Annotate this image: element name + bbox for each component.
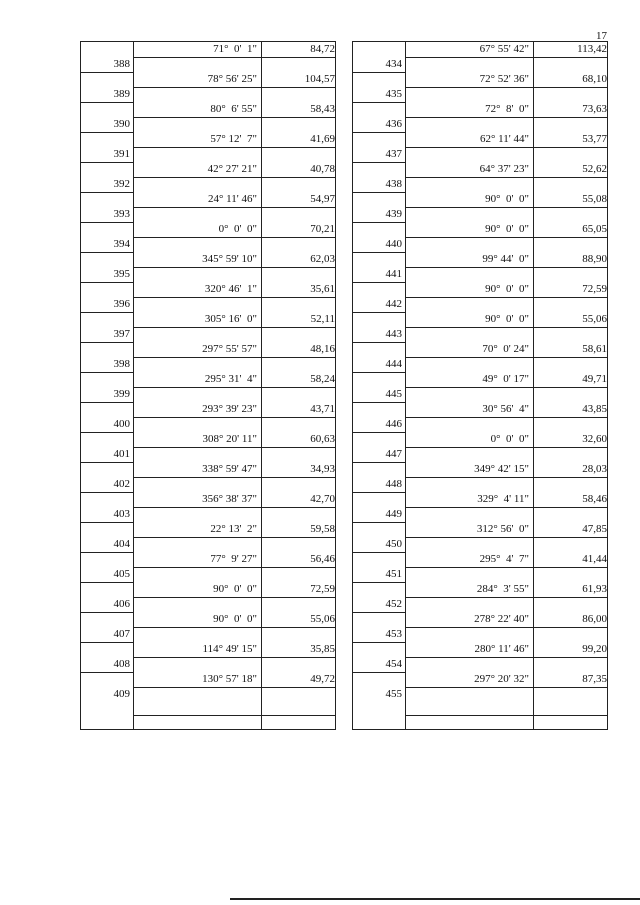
point-number: 439 <box>385 208 402 220</box>
row-divider <box>405 267 607 268</box>
row-divider <box>353 402 405 403</box>
direction-angle: 329° 4' 11" <box>477 493 529 505</box>
segment-length: 42,70 <box>310 493 335 505</box>
segment-length: 58,61 <box>582 343 607 355</box>
point-number: 406 <box>113 598 130 610</box>
point-number: 443 <box>385 328 402 340</box>
row-divider <box>405 627 607 628</box>
direction-angle: 0° 0' 0" <box>218 223 257 235</box>
segment-length: 35,85 <box>310 643 335 655</box>
direction-angle: 71° 0' 1" <box>213 43 257 55</box>
row-divider <box>405 297 607 298</box>
point-number: 394 <box>113 238 130 250</box>
row-divider <box>405 715 607 716</box>
point-number: 455 <box>385 688 402 700</box>
segment-length: 58,46 <box>582 493 607 505</box>
point-number: 388 <box>113 58 130 70</box>
segment-length: 62,03 <box>310 253 335 265</box>
segment-length: 41,69 <box>310 133 335 145</box>
point-number: 396 <box>113 298 130 310</box>
row-divider <box>405 447 607 448</box>
row-divider <box>353 252 405 253</box>
row-divider <box>81 522 133 523</box>
point-number: 453 <box>385 628 402 640</box>
row-divider <box>81 462 133 463</box>
segment-length: 47,85 <box>582 523 607 535</box>
direction-angle: 295° 4' 7" <box>479 553 529 565</box>
row-divider <box>133 267 335 268</box>
segment-length: 49,71 <box>582 373 607 385</box>
point-number: 449 <box>385 508 402 520</box>
row-divider <box>353 192 405 193</box>
direction-angle: 78° 56' 25" <box>207 73 257 85</box>
row-divider <box>353 72 405 73</box>
direction-angle: 90° 0' 0" <box>485 283 529 295</box>
direction-angle: 320° 46' 1" <box>204 283 257 295</box>
row-divider <box>405 387 607 388</box>
row-divider <box>353 522 405 523</box>
row-divider <box>81 612 133 613</box>
row-divider <box>81 672 133 673</box>
row-divider <box>353 102 405 103</box>
direction-angle: 90° 0' 0" <box>485 313 529 325</box>
segment-length: 41,44 <box>582 553 607 565</box>
coordinates-table-right <box>352 41 608 730</box>
row-divider <box>405 567 607 568</box>
row-divider <box>133 715 335 716</box>
point-number: 448 <box>385 478 402 490</box>
point-number: 447 <box>385 448 402 460</box>
segment-length: 70,21 <box>310 223 335 235</box>
direction-angle: 356° 38' 37" <box>202 493 257 505</box>
direction-angle: 345° 59' 10" <box>202 253 257 265</box>
segment-length: 104,57 <box>304 73 335 85</box>
row-divider <box>81 312 133 313</box>
segment-length: 52,62 <box>582 163 607 175</box>
direction-angle: 57° 12' 7" <box>210 133 257 145</box>
point-number: 398 <box>113 358 130 370</box>
row-divider <box>133 297 335 298</box>
coordinates-table-left <box>80 41 336 730</box>
direction-angle: 114° 49' 15" <box>202 643 257 655</box>
direction-angle: 349° 42' 15" <box>474 463 529 475</box>
row-divider <box>405 207 607 208</box>
point-number: 436 <box>385 118 402 130</box>
row-divider <box>353 582 405 583</box>
point-number: 404 <box>113 538 130 550</box>
point-number: 434 <box>385 58 402 70</box>
direction-angle: 305° 16' 0" <box>204 313 257 325</box>
row-divider <box>81 582 133 583</box>
row-divider <box>81 252 133 253</box>
row-divider <box>405 357 607 358</box>
direction-angle: 90° 0' 0" <box>213 613 257 625</box>
direction-angle: 77° 9' 27" <box>210 553 257 565</box>
row-divider <box>405 417 607 418</box>
segment-length: 88,90 <box>582 253 607 265</box>
row-divider <box>81 222 133 223</box>
direction-angle: 67° 55' 42" <box>479 43 529 55</box>
point-number: 435 <box>385 88 402 100</box>
row-divider <box>353 612 405 613</box>
row-divider <box>353 132 405 133</box>
segment-length: 56,46 <box>310 553 335 565</box>
point-number: 390 <box>113 118 130 130</box>
direction-angle: 72° 52' 36" <box>479 73 529 85</box>
point-number: 444 <box>385 358 402 370</box>
point-number: 445 <box>385 388 402 400</box>
direction-angle: 0° 0' 0" <box>490 433 529 445</box>
row-divider <box>353 492 405 493</box>
segment-length: 60,63 <box>310 433 335 445</box>
segment-length: 113,42 <box>577 43 607 55</box>
column-divider <box>405 42 406 729</box>
point-number: 437 <box>385 148 402 160</box>
row-divider <box>353 552 405 553</box>
point-number: 400 <box>113 418 130 430</box>
row-divider <box>133 597 335 598</box>
point-number: 389 <box>113 88 130 100</box>
row-divider <box>353 342 405 343</box>
direction-angle: 99° 44' 0" <box>482 253 529 265</box>
row-divider <box>405 57 607 58</box>
direction-angle: 297° 55' 57" <box>202 343 257 355</box>
row-divider <box>405 327 607 328</box>
point-number: 441 <box>385 268 402 280</box>
point-number: 408 <box>113 658 130 670</box>
row-divider <box>133 327 335 328</box>
row-divider <box>81 492 133 493</box>
direction-angle: 22° 13' 2" <box>210 523 257 535</box>
column-divider <box>133 42 134 729</box>
row-divider <box>353 312 405 313</box>
point-number: 409 <box>113 688 130 700</box>
direction-angle: 62° 11' 44" <box>480 133 529 145</box>
direction-angle: 30° 56' 4" <box>482 403 529 415</box>
row-divider <box>405 687 607 688</box>
row-divider <box>405 177 607 178</box>
row-divider <box>353 162 405 163</box>
row-divider <box>133 177 335 178</box>
point-number: 395 <box>113 268 130 280</box>
point-number: 403 <box>113 508 130 520</box>
segment-length: 55,08 <box>582 193 607 205</box>
row-divider <box>133 147 335 148</box>
segment-length: 34,93 <box>310 463 335 475</box>
segment-length: 35,61 <box>310 283 335 295</box>
point-number: 446 <box>385 418 402 430</box>
row-divider <box>353 642 405 643</box>
row-divider <box>405 147 607 148</box>
row-divider <box>405 237 607 238</box>
point-number: 407 <box>113 628 130 640</box>
row-divider <box>81 192 133 193</box>
segment-length: 32,60 <box>582 433 607 445</box>
direction-angle: 308° 20' 11" <box>202 433 257 445</box>
direction-angle: 49° 0' 17" <box>482 373 529 385</box>
row-divider <box>405 477 607 478</box>
point-number: 399 <box>113 388 130 400</box>
point-number: 401 <box>113 448 130 460</box>
segment-length: 61,93 <box>582 583 607 595</box>
segment-length: 72,59 <box>582 283 607 295</box>
point-number: 452 <box>385 598 402 610</box>
segment-length: 49,72 <box>310 673 335 685</box>
row-divider <box>81 372 133 373</box>
row-divider <box>405 537 607 538</box>
direction-angle: 64° 37' 23" <box>479 163 529 175</box>
direction-angle: 293° 39' 23" <box>202 403 257 415</box>
segment-length: 58,24 <box>310 373 335 385</box>
segment-length: 40,78 <box>310 163 335 175</box>
direction-angle: 42° 27' 21" <box>207 163 257 175</box>
segment-length: 55,06 <box>310 613 335 625</box>
segment-length: 73,63 <box>582 103 607 115</box>
direction-angle: 295° 31' 4" <box>204 373 257 385</box>
direction-angle: 297° 20' 32" <box>474 673 529 685</box>
point-number: 450 <box>385 538 402 550</box>
segment-length: 55,06 <box>582 313 607 325</box>
segment-length: 52,11 <box>310 313 335 325</box>
row-divider <box>405 87 607 88</box>
point-number: 440 <box>385 238 402 250</box>
point-number: 442 <box>385 298 402 310</box>
column-divider <box>261 42 262 729</box>
point-number: 405 <box>113 568 130 580</box>
row-divider <box>353 432 405 433</box>
direction-angle: 338° 59' 47" <box>202 463 257 475</box>
segment-length: 43,71 <box>310 403 335 415</box>
row-divider <box>133 537 335 538</box>
segment-length: 54,97 <box>310 193 335 205</box>
segment-length: 99,20 <box>582 643 607 655</box>
direction-angle: 312° 56' 0" <box>476 523 529 535</box>
row-divider <box>353 672 405 673</box>
direction-angle: 90° 0' 0" <box>213 583 257 595</box>
segment-length: 58,43 <box>310 103 335 115</box>
row-divider <box>133 387 335 388</box>
footer-rule <box>230 898 640 900</box>
row-divider <box>81 72 133 73</box>
direction-angle: 130° 57' 18" <box>202 673 257 685</box>
row-divider <box>133 567 335 568</box>
row-divider <box>133 447 335 448</box>
direction-angle: 70° 0' 24" <box>482 343 529 355</box>
row-divider <box>133 417 335 418</box>
row-divider <box>133 507 335 508</box>
segment-length: 43,85 <box>582 403 607 415</box>
direction-angle: 90° 0' 0" <box>485 223 529 235</box>
point-number: 397 <box>113 328 130 340</box>
direction-angle: 284° 3' 55" <box>476 583 529 595</box>
column-divider <box>533 42 534 729</box>
row-divider <box>133 687 335 688</box>
row-divider <box>353 222 405 223</box>
segment-length: 72,59 <box>310 583 335 595</box>
row-divider <box>405 597 607 598</box>
direction-angle: 24° 11' 46" <box>208 193 257 205</box>
segment-length: 84,72 <box>310 43 335 55</box>
segment-length: 48,16 <box>310 343 335 355</box>
point-number: 392 <box>113 178 130 190</box>
row-divider <box>81 552 133 553</box>
row-divider <box>133 357 335 358</box>
row-divider <box>81 432 133 433</box>
point-number: 393 <box>113 208 130 220</box>
row-divider <box>353 462 405 463</box>
row-divider <box>133 207 335 208</box>
row-divider <box>81 282 133 283</box>
row-divider <box>81 402 133 403</box>
point-number: 402 <box>113 478 130 490</box>
point-number: 451 <box>385 568 402 580</box>
row-divider <box>81 102 133 103</box>
segment-length: 65,05 <box>582 223 607 235</box>
row-divider <box>133 87 335 88</box>
segment-length: 59,58 <box>310 523 335 535</box>
point-number: 454 <box>385 658 402 670</box>
segment-length: 28,03 <box>582 463 607 475</box>
segment-length: 53,77 <box>582 133 607 145</box>
direction-angle: 280° 11' 46" <box>474 643 529 655</box>
row-divider <box>133 627 335 628</box>
row-divider <box>133 57 335 58</box>
row-divider <box>353 282 405 283</box>
direction-angle: 278° 22' 40" <box>474 613 529 625</box>
row-divider <box>81 342 133 343</box>
segment-length: 86,00 <box>582 613 607 625</box>
row-divider <box>133 117 335 118</box>
page-number: 17 <box>596 30 607 42</box>
direction-angle: 80° 6' 55" <box>210 103 257 115</box>
row-divider <box>405 117 607 118</box>
row-divider <box>353 372 405 373</box>
direction-angle: 72° 8' 0" <box>485 103 529 115</box>
row-divider <box>133 477 335 478</box>
row-divider <box>133 237 335 238</box>
point-number: 391 <box>113 148 130 160</box>
segment-length: 87,35 <box>582 673 607 685</box>
row-divider <box>81 132 133 133</box>
point-number: 438 <box>385 178 402 190</box>
row-divider <box>405 657 607 658</box>
direction-angle: 90° 0' 0" <box>485 193 529 205</box>
row-divider <box>81 642 133 643</box>
row-divider <box>81 162 133 163</box>
row-divider <box>405 507 607 508</box>
row-divider <box>133 657 335 658</box>
segment-length: 68,10 <box>582 73 607 85</box>
